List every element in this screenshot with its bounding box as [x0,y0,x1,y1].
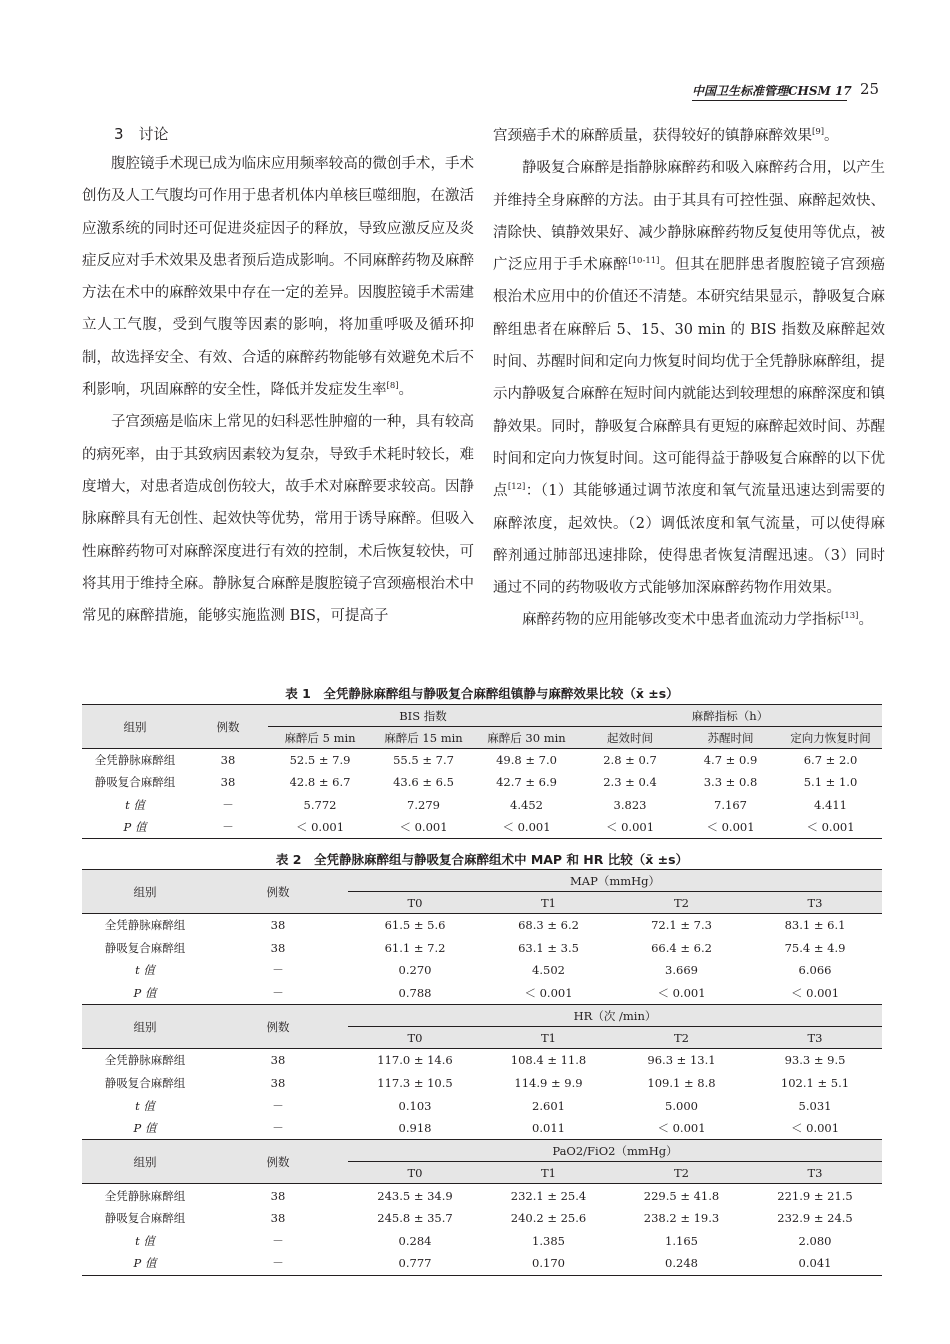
header-group: 组别 [82,705,188,749]
row-label: t 值 [125,797,145,812]
table-cell: 0.284 [398,1233,432,1248]
table-cell: 55.5 ± 7.7 [393,753,454,767]
timepoint-header: T1 [482,1162,615,1184]
table-cell: 7.167 [714,797,747,812]
table-cell: 238.2 ± 19.3 [643,1211,720,1226]
table-row [82,1252,882,1275]
section-header-row [82,1005,882,1027]
table-cell: ＜ 0.001 [268,816,372,839]
table-cell: 2.601 [532,1098,565,1113]
header-anesthesia: 麻醉指标（h） [578,705,882,727]
header-group: 组别 [82,1005,208,1049]
table-cell: 43.6 ± 6.5 [393,775,454,790]
table-row [82,1117,882,1140]
table-cell: 42.8 ± 6.7 [289,775,351,790]
cell-n: 38 [270,1211,286,1226]
timepoint-header: T0 [348,1162,482,1184]
row-label: P 值 [82,1252,208,1275]
paragraph: 子宫颈癌是临床上常见的妇科恶性肿瘤的一种，具有较高的病死率，由于其致病因素较为复杂，导致手术耗时较长，难度增大，对患者造成创伤较大，故手术对麻醉要求较高。因静脉麻醉具有无创性、起效快等优势，常用于诱导麻醉。但吸入性麻醉药物可对麻醉深度进行有效的控制，术后恢复较快，可将其用于维持全麻。静脉复合麻醉是腹腔镜子宫颈癌根治术中常见的麻醉措施，能够实施监测 BIS，可提高子 [82,414,474,625]
table-cell: 7.279 [407,797,440,812]
table-cell: 66.4 ± 6.2 [651,940,712,955]
table-cell: 114.9 ± 9.9 [514,1075,583,1090]
row-label: P 值 [82,1117,208,1140]
table-cell: 102.1 ± 5.1 [780,1075,850,1090]
table1-caption: 表 1 全凭静脉麻醉组与静吸复合麻醉组镇静与麻醉效果比较（x̄ ±s） [285,686,679,701]
cell-n: 38 [270,940,286,955]
row-label: t 值 [135,1233,155,1248]
table-cell: 5.031 [798,1098,832,1113]
cell-n: 38 [220,753,236,767]
row-label: 静吸复合麻醉组 [104,1211,186,1226]
table-cell: 5.772 [303,797,337,812]
timepoint-header: T3 [748,1027,882,1049]
table-cell: 4.411 [814,797,847,812]
table2 [82,869,882,1276]
table-cell: ＜ 0.001 [482,982,615,1005]
table-cell: 221.9 ± 21.5 [777,1188,853,1203]
table-row [82,982,882,1005]
timepoint-header: T1 [482,1027,615,1049]
row-label: 静吸复合麻醉组 [104,1075,186,1090]
table-row [82,816,882,839]
table-cell: ＜ 0.001 [578,816,682,839]
table-cell: 0.918 [348,1117,482,1140]
paragraph: 宫颈癌手术的麻醉质量，获得较好的镇静麻醉效果[9]。 [493,127,839,144]
table-cell: 3.3 ± 0.8 [703,775,758,790]
table-cell: 5.000 [665,1098,698,1113]
right-column [493,120,885,637]
paragraph: 麻醉药物的应用能够改变术中患者血流动力学指标[13]。 [522,611,873,629]
table-cell: 0.011 [482,1117,615,1140]
citation: [8] [386,381,399,392]
section-header-row [82,870,882,892]
row-label: 全凭静脉麻醉组 [104,918,186,933]
subheader: 麻醉后 15 min [372,727,475,749]
table-cell: 0.248 [615,1252,748,1275]
cell-n: － [208,1252,348,1275]
table-cell: 68.3 ± 6.2 [518,918,579,933]
table-cell: 72.1 ± 7.3 [651,918,712,933]
left-column [82,120,474,632]
cell-n: － [272,963,284,978]
table-row [82,1207,882,1230]
table-row [82,1094,882,1117]
table-row [82,749,882,772]
table-cell: 75.4 ± 4.9 [784,940,846,955]
section-heading: 3 讨论 [114,125,169,143]
cell-n: － [272,1233,284,1248]
table-row [82,771,882,794]
table-cell: 42.7 ± 6.9 [496,775,557,790]
table-cell: 4.7 ± 0.9 [703,753,758,767]
table-row [82,1229,882,1252]
table-cell: ＜ 0.001 [748,982,882,1005]
timepoint-header: T1 [482,892,615,914]
row-label: P 值 [82,982,208,1005]
timepoint-header: T3 [748,1162,882,1184]
table-cell: 232.9 ± 24.5 [777,1211,853,1226]
table-cell: 52.5 ± 7.9 [289,753,351,767]
table-cell: ＜ 0.001 [682,816,779,839]
table-cell: 0.777 [348,1252,482,1275]
table-cell: ＜ 0.001 [779,816,882,839]
table-cell: 109.1 ± 8.8 [647,1075,716,1090]
timepoint-header: T2 [615,892,748,914]
cell-n: － [188,816,268,839]
table-cell: 229.5 ± 41.8 [643,1188,720,1203]
table-cell: 61.5 ± 5.6 [384,918,446,933]
table-row [82,1071,882,1094]
timepoint-header: T0 [348,1027,482,1049]
table2-caption: 表 2 全凭静脉麻醉组与静吸复合麻醉组术中 MAP 和 HR 比较（x̄ ±s） [275,852,689,867]
section-title: MAP（mmHg） [348,870,882,892]
row-label: t 值 [135,963,155,978]
cell-n: 38 [270,1053,286,1068]
table-cell: 5.1 ± 1.0 [803,775,858,790]
header-group: 组别 [82,1140,208,1184]
section-title: PaO2/FiO2（mmHg） [348,1140,882,1162]
paragraph: 静吸复合麻醉是指静脉麻醉药和吸入麻醉药合用，以产生并维持全身麻醉的方法。由于其具有可控性强、麻醉起效快、清除快、镇静效果好、减少静脉麻醉药物反复使用等优点，被广泛应用于手术麻醉[10-11]。但其在肥胖患者腹腔镜子宫颈癌根治术应用中的价值还不清楚。本研究结果显示，静吸复合麻醉组患者在麻醉后 5、15、30 min 的 BIS 指数及麻醉起效时间、苏醒时间和定向力恢复时间均优于全凭静脉麻醉组，提示内静吸复合麻醉在短时间内就能达到较理想的麻醉深度和镇静效果。同时，静吸复合麻醉具有更短的麻醉起效时间、苏醒时间和定向力恢复时间。这可能得益于静吸复合麻醉的以下优点[12]：（1）其能够通过调节浓度和氧气流量迅速达到需要的麻醉浓度，起效快。（2）调低浓度和氧气流量，可以使得麻醉剂通过肺部迅速排除，使得患者恢复清醒迅速。（3）同时通过不同的药物吸收方式能够加深麻醉药物作用效果。 [493,160,886,597]
citation: [10-11] [628,256,660,267]
header-n: 例数 [188,705,268,749]
table-row [82,959,882,982]
subheader: 定向力恢复时间 [779,727,882,749]
table-cell: 2.3 ± 0.4 [603,775,657,790]
paragraph: 腹腔镜手术现已成为临床应用频率较高的微创手术，手术创伤及人工气腹均可作用于患者机体内单核巨噬细胞，在激活应激系统的同时还可促进炎症因子的释放，导致应激反应及炎症反应对手术效果及患者预后造成影响。不同麻醉药物及麻醉方法在术中的麻醉效果中存在一定的差异。因腹腔镜手术需建立人工气腹，受到气腹等因素的影响，将加重呼吸及循环抑制，故选择安全、有效、合适的麻醉药物能够有效避免术后不利影响，巩固麻醉的安全性，降低并发症发生率[8]。 [82,156,474,399]
table-cell: 1.165 [665,1233,698,1248]
citation: [13] [841,611,859,622]
citation: [9] [812,127,825,137]
row-label: 静吸复合麻醉组 [94,775,176,790]
timepoint-header: T0 [348,892,482,914]
table-cell: 117.3 ± 10.5 [377,1075,453,1090]
table-cell: 243.5 ± 34.9 [377,1188,453,1203]
table-cell: 232.1 ± 25.4 [510,1188,587,1203]
table-row [82,936,882,959]
header-n: 例数 [208,1140,348,1184]
table-cell: 108.4 ± 11.8 [510,1053,587,1068]
row-label: 静吸复合麻醉组 [104,940,186,955]
header-n: 例数 [208,870,348,914]
table-cell: ＜ 0.001 [475,816,578,839]
citation: [12] [507,482,526,493]
table-cell: 6.7 ± 2.0 [803,753,858,767]
table-cell: 240.2 ± 25.6 [510,1211,587,1226]
cell-n: 38 [220,775,236,790]
header-group: 组别 [82,870,208,914]
table-cell: 2.8 ± 0.7 [603,753,657,767]
table-cell: 0.103 [398,1098,432,1113]
cell-n: 38 [270,1188,286,1203]
timepoint-header: T2 [615,1027,748,1049]
table-row [82,794,882,817]
table-cell: 3.669 [665,963,698,978]
row-label: 全凭静脉麻醉组 [94,753,176,767]
table-cell: ＜ 0.001 [372,816,475,839]
timepoint-header: T2 [615,1162,748,1184]
table-cell: 245.8 ± 35.7 [377,1211,453,1226]
running-header [692,80,882,102]
table-cell: 61.1 ± 7.2 [384,940,446,955]
table-cell: 4.452 [510,797,543,812]
table-cell: 93.3 ± 9.5 [784,1053,846,1068]
row-label: t 值 [135,1098,155,1113]
subheader: 苏醒时间 [682,727,779,749]
table-cell: 3.823 [613,797,647,812]
table-cell: 0.270 [398,963,432,978]
table-row [82,914,882,937]
table-cell: 117.0 ± 14.6 [377,1053,453,1068]
journal-name: 中国卫生标准管理CHSM 17 [692,84,852,98]
table-cell: 0.788 [348,982,482,1005]
table-row [82,1049,882,1072]
table-cell: 6.066 [798,963,832,978]
row-label: P 值 [82,816,188,839]
table-row [82,1184,882,1207]
cell-n: － [208,982,348,1005]
section-header-row [82,1140,882,1162]
table-cell: ＜ 0.001 [615,982,748,1005]
table-cell: 1.385 [532,1233,565,1248]
cell-n: － [222,797,234,812]
page-number: 25 [860,80,880,98]
table-cell: 49.8 ± 7.0 [496,753,557,767]
timepoint-header: T3 [748,892,882,914]
table1 [82,704,882,839]
table-cell: 83.1 ± 6.1 [784,918,846,933]
table-cell: 0.170 [482,1252,615,1275]
table-cell: 0.041 [748,1252,882,1275]
cell-n: 38 [270,1075,286,1090]
section-title: HR（次 /min） [348,1005,882,1027]
cell-n: 38 [270,918,286,933]
table-cell: 4.502 [532,963,565,978]
table-cell: 63.1 ± 3.5 [518,940,579,955]
row-label: 全凭静脉麻醉组 [104,1188,186,1203]
subheader: 麻醉后 30 min [475,727,578,749]
table-cell: ＜ 0.001 [615,1117,748,1140]
table-cell: 2.080 [798,1233,832,1248]
table-cell: ＜ 0.001 [748,1117,882,1140]
header-rule [692,100,847,101]
table-cell: 96.3 ± 13.1 [647,1053,716,1068]
header-bis: BIS 指数 [268,705,578,727]
header-n: 例数 [208,1005,348,1049]
cell-n: － [272,1098,284,1113]
subheader: 麻醉后 5 min [268,727,372,749]
cell-n: － [208,1117,348,1140]
subheader: 起效时间 [578,727,682,749]
row-label: 全凭静脉麻醉组 [104,1053,186,1068]
